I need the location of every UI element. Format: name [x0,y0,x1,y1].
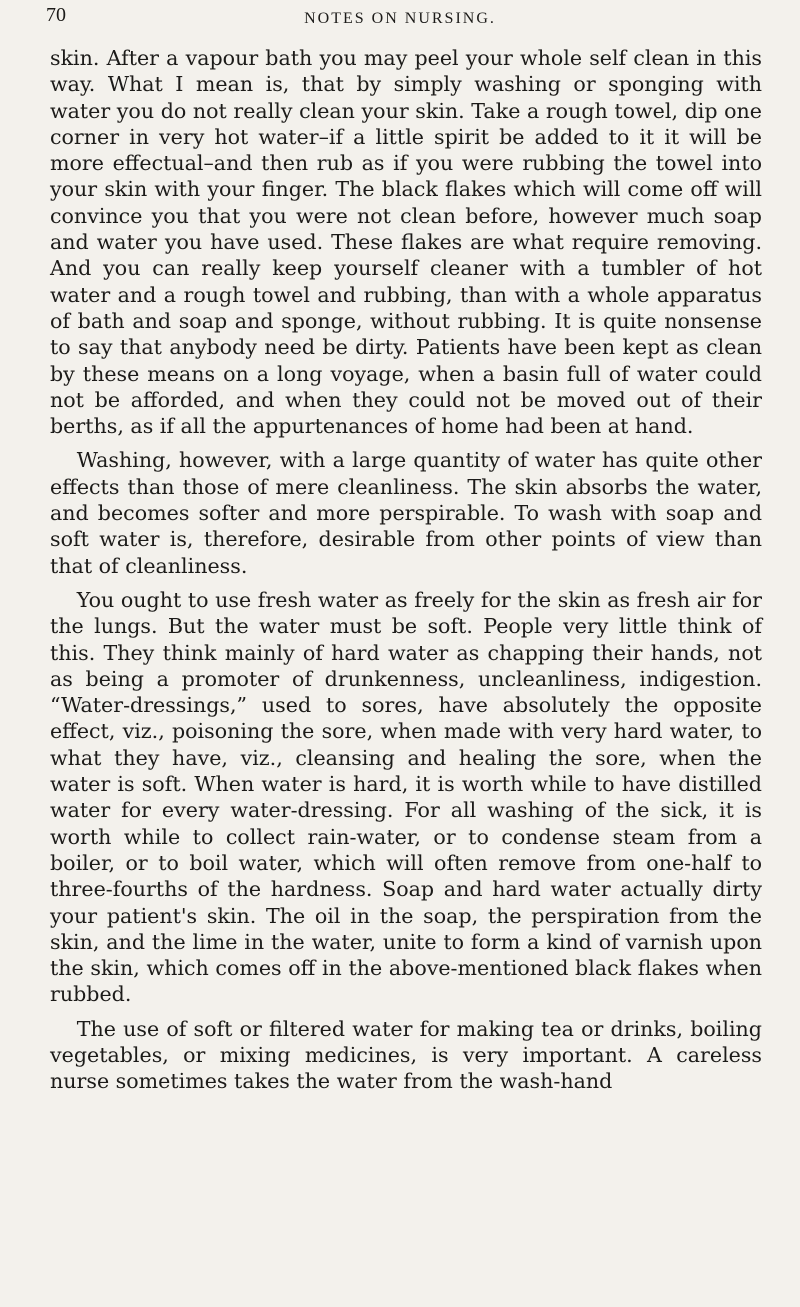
paragraph-soft-water: You ought to use fresh water as freely for the skin as fresh air for the lungs. But the water must be soft. People very little think of this. They think mainly of hard water as chapping their hands, not as being a promoter of drunkenness, uncleanliness, indigestion. “Water-dressings,” used to sores, have absolutely the opposite effect, viz., poisoning the sore, when made with very hard water, to what they have, viz., cleansing and healing the sore, when the water is soft. When water is hard, it is worth while to have distilled water for every water-dressing. For all washing of the sick, it is worth while to collect rain-water, or to condense steam from a boiler, or to boil water, which will often remove from one-half to three-fourths of the hardness. Soap and hard water actually dirty your patient's skin. The oil in the soap, the perspiration from the skin, and the lime in the water, unite to form a kind of varnish upon the skin, which comes off in the above-mentioned black flakes when rubbed. [50,587,762,1007]
running-head: NOTES ON NURSING. [304,10,496,27]
body-text [50,45,762,1095]
paragraph-filtered-water: The use of soft or filtered water for making tea or drinks, boiling vegetables, or mixing medicines, is very important. A careless nurse sometimes takes the water from the wash-hand [50,1016,762,1094]
page-number: 70 [46,4,66,26]
paragraph-skin-cleaning: skin. After a vapour bath you may peel your whole self clean in this way. What I mean is, that by simply washing or sponging with water you do not really clean your skin. Take a rough towel, dip one corner in very hot water–if a little spirit be added to it it will be more effectual–and then rub as if you were rubbing the towel into your skin with your finger. The black flakes which will come off will convince you that you were not clean before, however much soap and water you have used. These flakes are what require removing. And you can really keep yourself cleaner with a tumbler of hot water and a rough towel and rubbing, than with a whole apparatus of bath and soap and sponge, without rubbing. It is quite nonsense to say that anybody need be dirty. Patients have been kept as clean by these means on a long voyage, when a basin full of water could not be afforded, and when they could not be moved out of their berths, as if all the appurtenances of home had been at hand. [50,46,762,439]
paragraph-washing-effects: Washing, however, with a large quantity of water has quite other effects than those of mere cleanliness. The skin absorbs the water, and becomes softer and more perspirable. To wash with soap and soft water is, therefore, desirable from other points of view than that of cleanliness. [50,448,762,578]
